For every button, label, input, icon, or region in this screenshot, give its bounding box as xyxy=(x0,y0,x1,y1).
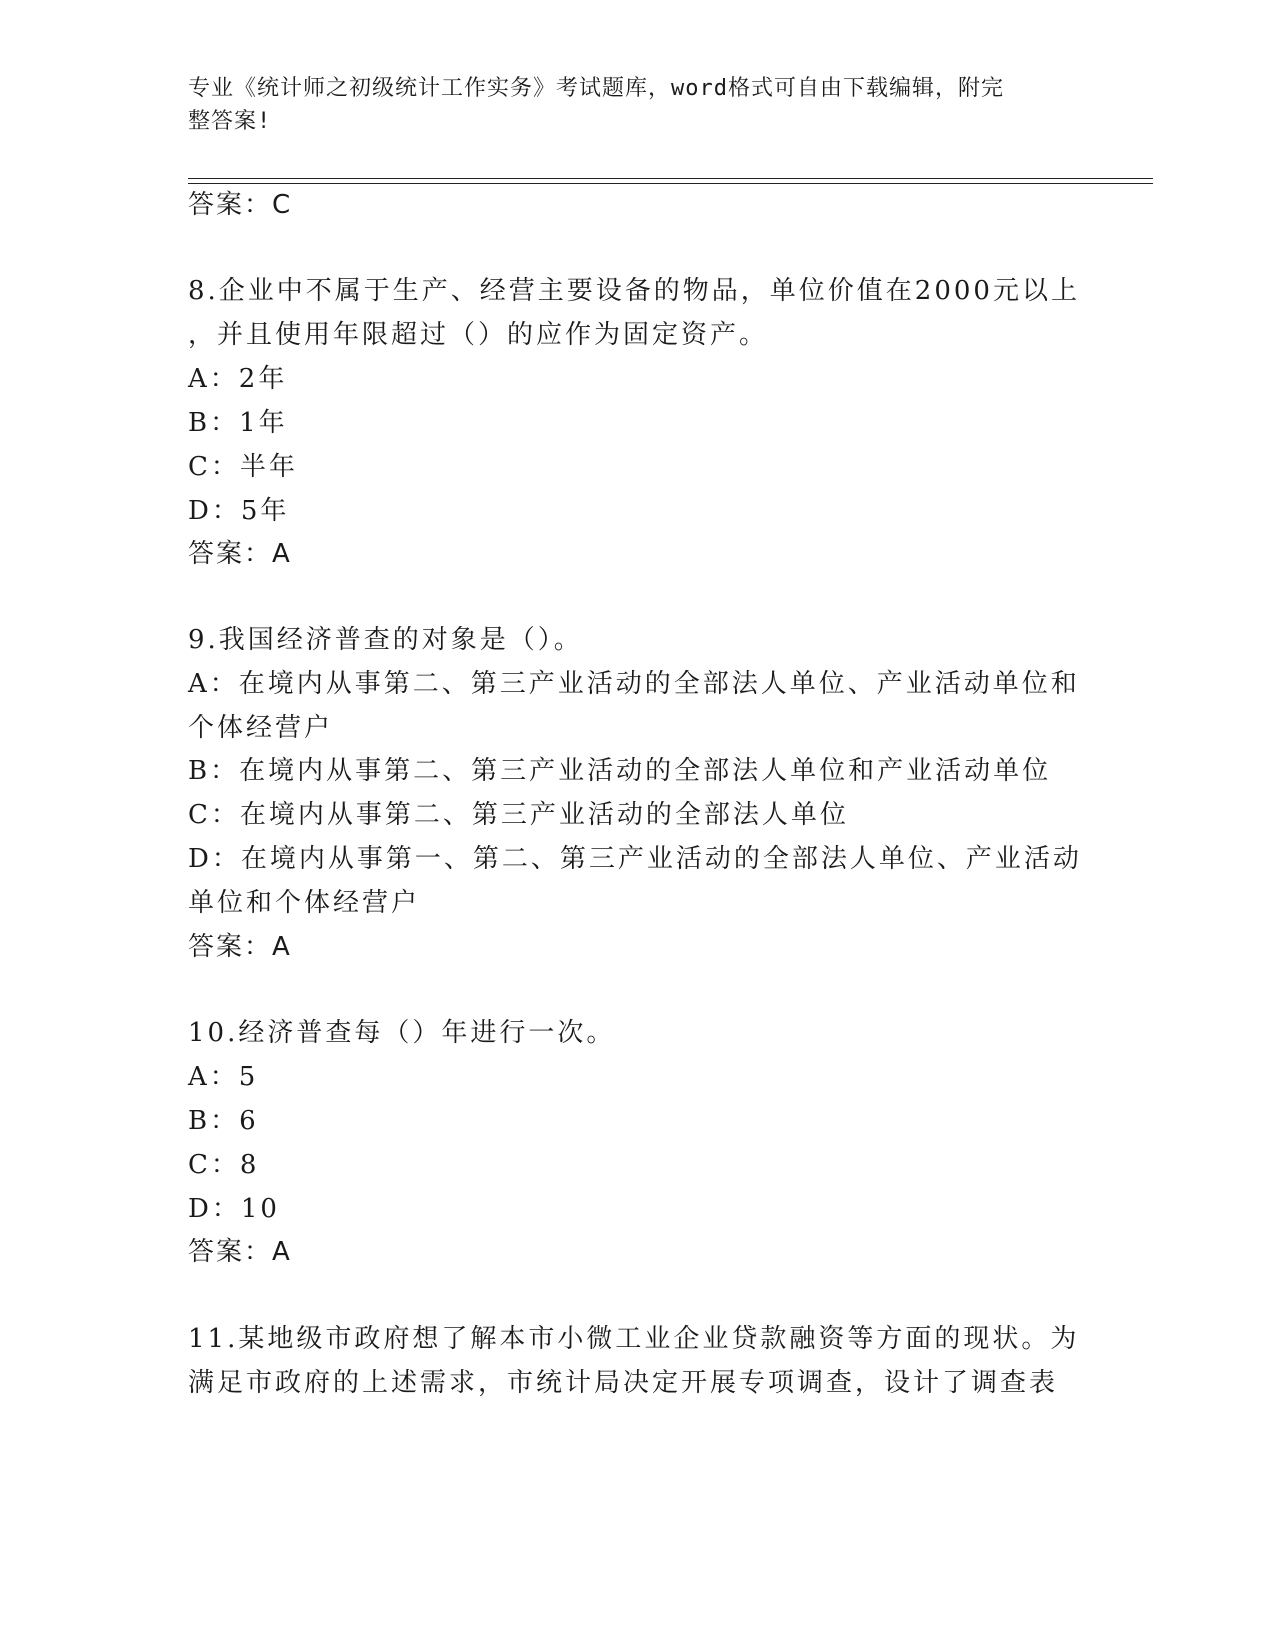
header-divider-bottom xyxy=(188,183,1153,184)
header-divider-top xyxy=(188,178,1153,179)
q10-option-b: B：6 xyxy=(188,1106,259,1136)
document-header xyxy=(188,72,1068,138)
q8-option-d: D：5年 xyxy=(188,496,290,526)
q9-option-c: C：在境内从事第二、第三产业活动的全部法人单位 xyxy=(188,800,849,830)
q9-stem: 9.我国经济普查的对象是（）。 xyxy=(188,625,583,655)
q10-answer: 答案：A xyxy=(188,1237,292,1267)
q9-option-d-line-1: D：在境内从事第一、第二、第三产业活动的全部法人单位、产业活动 xyxy=(188,844,1082,874)
previous-answer: 答案：C xyxy=(188,190,293,220)
q8-option-b: B：1年 xyxy=(188,408,288,438)
header-line-1: 专业《统计师之初级统计工作实务》考试题库，word格式可自由下载编辑，附完 xyxy=(188,76,1004,101)
q8-answer: 答案：A xyxy=(188,539,292,569)
q9-option-d-line-2: 单位和个体经营户 xyxy=(188,888,421,918)
q9-option-b: B：在境内从事第二、第三产业活动的全部法人单位和产业活动单位 xyxy=(188,756,1052,786)
q10-option-d: D：10 xyxy=(188,1194,280,1224)
q9-option-a-line-2: 个体经营户 xyxy=(188,713,334,743)
q10-stem: 10.经济普查每（）年进行一次。 xyxy=(188,1018,616,1048)
q8-option-c: C：半年 xyxy=(188,452,298,482)
q11-stem-line-1: 11.某地级市政府想了解本市小微工业企业贷款融资等方面的现状。为 xyxy=(188,1324,1080,1354)
q10-option-a: A：5 xyxy=(188,1062,259,1092)
q11-stem-line-2: 满足市政府的上述需求，市统计局决定开展专项调查，设计了调查表 xyxy=(188,1368,1059,1398)
q9-answer: 答案：A xyxy=(188,932,292,962)
q8-stem-line-2: ，并且使用年限超过（）的应作为固定资产。 xyxy=(188,320,769,350)
q10-option-c: C：8 xyxy=(188,1150,260,1180)
q9-option-a-line-1: A：在境内从事第二、第三产业活动的全部法人单位、产业活动单位和 xyxy=(188,669,1080,699)
q8-option-a: A：2年 xyxy=(188,364,288,394)
q8-stem-line-1: 8.企业中不属于生产、经营主要设备的物品，单位价值在2000元以上 xyxy=(188,276,1080,306)
header-line-2: 整答案! xyxy=(188,109,272,134)
